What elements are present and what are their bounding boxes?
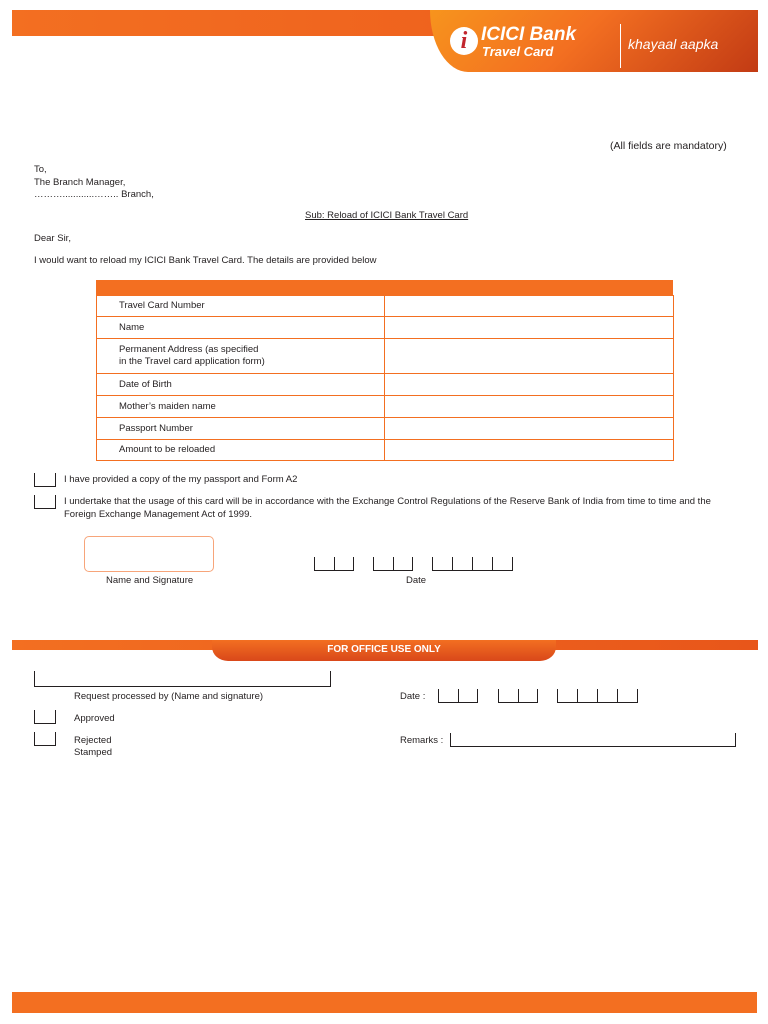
amount-input[interactable] xyxy=(385,440,674,461)
approved-label: Approved xyxy=(74,713,115,724)
field-label-line2: in the Travel card application form) xyxy=(119,356,265,367)
mothers-maiden-name-input[interactable] xyxy=(385,396,674,418)
remarks-input[interactable] xyxy=(450,733,736,747)
signature-box[interactable] xyxy=(84,536,214,572)
address-manager: The Branch Manager, xyxy=(34,177,126,188)
office-date-month-boxes[interactable] xyxy=(498,689,538,703)
footer-bar xyxy=(12,992,757,1013)
field-label: Amount to be reloaded xyxy=(97,440,385,461)
undertaking-label-line2: Foreign Exchange Management Act of 1999. xyxy=(64,509,253,520)
subject-line: Sub: Reload of ICICI Bank Travel Card xyxy=(305,210,469,221)
permanent-address-input[interactable] xyxy=(385,339,674,374)
date-label: Date xyxy=(406,575,427,586)
field-label: Date of Birth xyxy=(97,374,385,396)
approved-checkbox[interactable] xyxy=(34,710,56,724)
passport-number-input[interactable] xyxy=(385,418,674,440)
passport-copy-label: I have provided a copy of the my passport and Form A2 xyxy=(64,474,298,485)
field-label xyxy=(97,339,385,374)
passport-copy-checkbox[interactable] xyxy=(34,473,56,487)
table-row xyxy=(97,396,674,418)
office-date-year-boxes[interactable] xyxy=(557,689,638,703)
processed-by-input[interactable] xyxy=(34,671,331,687)
table-row xyxy=(97,317,674,339)
undertaking-checkbox[interactable] xyxy=(34,495,56,509)
table-row xyxy=(97,339,674,374)
name-input[interactable] xyxy=(385,317,674,339)
salutation: Dear Sir, xyxy=(34,233,71,244)
rejected-label: Rejected xyxy=(74,735,112,746)
field-label: Travel Card Number xyxy=(97,296,385,317)
brand-divider xyxy=(620,24,621,68)
tagline: khayaal aapka xyxy=(628,36,719,52)
field-label: Passport Number xyxy=(97,418,385,440)
details-table xyxy=(96,295,674,461)
table-row xyxy=(97,374,674,396)
brand-name: ICICI Bank xyxy=(481,24,577,45)
signature-label: Name and Signature xyxy=(106,575,194,586)
office-date-day-boxes[interactable] xyxy=(438,689,478,703)
intro-text: I would want to reload my ICICI Bank Travel Card. The details are provided below xyxy=(34,255,377,266)
table-row xyxy=(97,440,674,461)
processed-by-label: Request processed by (Name and signature) xyxy=(74,691,264,702)
date-of-birth-input[interactable] xyxy=(385,374,674,396)
stamped-label: Stamped xyxy=(74,747,113,758)
date-month-boxes[interactable] xyxy=(373,557,413,571)
mandatory-note: (All fields are mandatory) xyxy=(610,140,727,152)
table-header-bar xyxy=(96,280,673,295)
brand-sub: Travel Card xyxy=(482,44,554,59)
logo-letter: i xyxy=(460,28,468,54)
rejected-checkbox[interactable] xyxy=(34,732,56,746)
table-row xyxy=(97,418,674,440)
office-date-label: Date : xyxy=(400,691,426,702)
field-label: Name xyxy=(97,317,385,339)
undertaking-label-line1: I undertake that the usage of this card will be in accordance with the Exchange Control Regulations of the Reserve Bank of India from time to time and the xyxy=(64,496,711,507)
field-label: Mother’s maiden name xyxy=(97,396,385,418)
table-row xyxy=(97,296,674,317)
remarks-label: Remarks : xyxy=(400,735,444,746)
date-year-boxes[interactable] xyxy=(432,557,513,571)
date-day-boxes[interactable] xyxy=(314,557,354,571)
field-label-line1: Permanent Address (as specified xyxy=(119,344,259,355)
address-branch: ………............…….. Branch, xyxy=(34,189,154,200)
address-to: To, xyxy=(34,164,47,175)
travel-card-number-input[interactable] xyxy=(385,296,674,317)
office-use-title: FOR OFFICE USE ONLY xyxy=(327,644,441,655)
